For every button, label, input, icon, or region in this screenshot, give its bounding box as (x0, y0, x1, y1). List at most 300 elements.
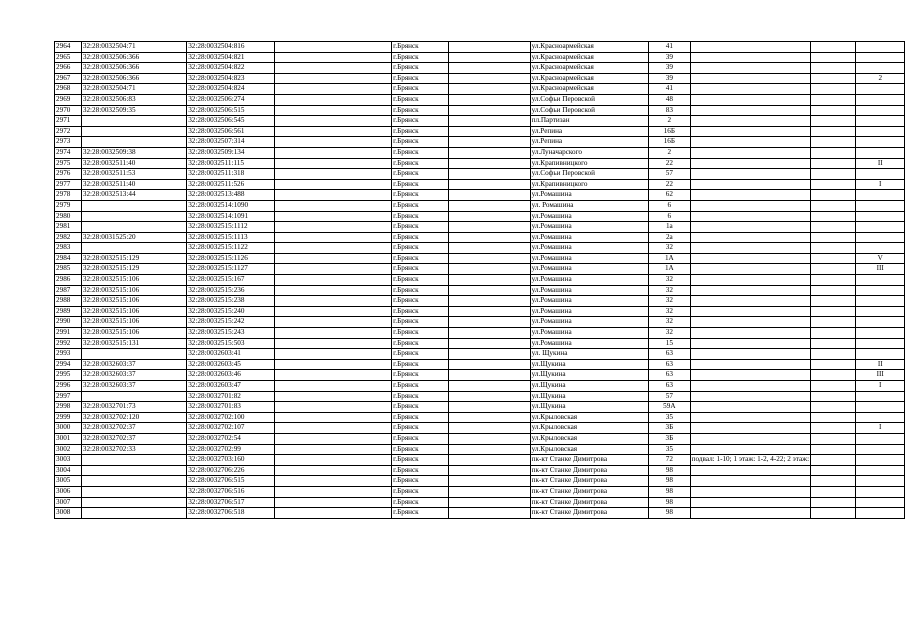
cell-extra (811, 497, 856, 508)
cell-empty (448, 179, 530, 190)
cell-note (690, 211, 810, 222)
cell-street: ул.Щукина (530, 402, 648, 413)
cell-city: г.Брянск (392, 359, 449, 370)
cell-empty (274, 211, 391, 222)
cell-note (690, 275, 810, 286)
cell-empty (274, 391, 391, 402)
table-row (55, 275, 905, 286)
cell-empty (274, 423, 391, 434)
cell-land-cadastral: 32:28:0032603:37 (81, 370, 186, 381)
cell-part (856, 84, 905, 95)
cell-note (690, 63, 810, 74)
cell-empty (448, 306, 530, 317)
cell-empty (448, 476, 530, 487)
cell-land-cadastral (81, 465, 186, 476)
cell-note: подвал: 1-10; 1 этаж: 1-2, 4-22; 2 этаж: (690, 455, 810, 466)
cell-city: г.Брянск (392, 116, 449, 127)
cell-city: г.Брянск (392, 126, 449, 137)
cell-empty (448, 253, 530, 264)
cell-street: ул.Ромашина (530, 296, 648, 307)
cell-city: г.Брянск (392, 370, 449, 381)
cell-empty (448, 190, 530, 201)
table-row (55, 455, 905, 466)
cell-city: г.Брянск (392, 211, 449, 222)
cell-land-cadastral: 32:28:0032702:120 (81, 412, 186, 423)
table-row (55, 306, 905, 317)
table-row (55, 433, 905, 444)
cell-object-cadastral: 32:28:0032701:83 (187, 402, 275, 413)
cell-street: ул.Щукина (530, 370, 648, 381)
cell-part (856, 211, 905, 222)
cell-part (856, 328, 905, 339)
cell-city: г.Брянск (392, 391, 449, 402)
cell-land-cadastral: 32:28:0032509:35 (81, 105, 186, 116)
registry-table (54, 41, 905, 519)
cell-city: г.Брянск (392, 200, 449, 211)
cell-land-cadastral: 32:28:0032702:33 (81, 444, 186, 455)
cell-land-cadastral (81, 126, 186, 137)
cell-object-cadastral: 32:28:0032701:82 (187, 391, 275, 402)
cell-number: 2982 (55, 232, 82, 243)
table-row (55, 497, 905, 508)
cell-number: 2989 (55, 306, 82, 317)
cell-part (856, 169, 905, 180)
table-row (55, 169, 905, 180)
table-row (55, 190, 905, 201)
cell-empty (274, 158, 391, 169)
cell-empty (448, 381, 530, 392)
cell-land-cadastral: 32:28:0032511:40 (81, 179, 186, 190)
cell-extra (811, 94, 856, 105)
cell-object-cadastral: 32:28:0032511:115 (187, 158, 275, 169)
cell-object-cadastral: 32:28:0032511:526 (187, 179, 275, 190)
table-row (55, 370, 905, 381)
cell-number: 2969 (55, 94, 82, 105)
cell-house: 62 (649, 190, 691, 201)
cell-extra (811, 169, 856, 180)
cell-empty (448, 84, 530, 95)
cell-house: 35 (649, 412, 691, 423)
cell-house: 32 (649, 296, 691, 307)
cell-land-cadastral (81, 486, 186, 497)
cell-part (856, 349, 905, 360)
cell-note (690, 190, 810, 201)
cell-object-cadastral: 32:28:0032603:41 (187, 349, 275, 360)
cell-object-cadastral: 32:28:0032514:1091 (187, 211, 275, 222)
cell-object-cadastral: 32:28:0032515:1126 (187, 253, 275, 264)
cell-street: ул.Софьи Перовской (530, 169, 648, 180)
cell-part (856, 476, 905, 487)
cell-land-cadastral: 32:28:0032515:106 (81, 285, 186, 296)
cell-land-cadastral: 32:28:0032504:71 (81, 84, 186, 95)
cell-note (690, 42, 810, 53)
cell-street: ул.Луначарского (530, 147, 648, 158)
registry-table-body (55, 42, 905, 519)
table-row (55, 179, 905, 190)
cell-number: 2995 (55, 370, 82, 381)
cell-empty (448, 317, 530, 328)
cell-extra (811, 455, 856, 466)
cell-city: г.Брянск (392, 137, 449, 148)
cell-empty (274, 232, 391, 243)
cell-street: ул.Ромашина (530, 232, 648, 243)
cell-object-cadastral: 32:28:0032507:314 (187, 137, 275, 148)
cell-extra (811, 486, 856, 497)
cell-land-cadastral: 32:28:0032515:106 (81, 328, 186, 339)
cell-empty (274, 275, 391, 286)
cell-extra (811, 285, 856, 296)
cell-extra (811, 338, 856, 349)
cell-part: V (856, 253, 905, 264)
table-row (55, 444, 905, 455)
cell-city: г.Брянск (392, 42, 449, 53)
cell-part (856, 433, 905, 444)
cell-extra (811, 264, 856, 275)
table-row (55, 126, 905, 137)
cell-number: 2970 (55, 105, 82, 116)
cell-part (856, 444, 905, 455)
cell-number: 2994 (55, 359, 82, 370)
cell-object-cadastral: 32:28:0032515:1113 (187, 232, 275, 243)
cell-number: 2967 (55, 73, 82, 84)
table-row (55, 243, 905, 254)
cell-note (690, 200, 810, 211)
cell-land-cadastral: 32:28:0032515:131 (81, 338, 186, 349)
cell-number: 2965 (55, 52, 82, 63)
cell-house: 15 (649, 338, 691, 349)
cell-object-cadastral: 32:28:0032504:824 (187, 84, 275, 95)
cell-land-cadastral (81, 222, 186, 233)
cell-house: 32 (649, 328, 691, 339)
cell-city: г.Брянск (392, 349, 449, 360)
cell-note (690, 296, 810, 307)
cell-empty (274, 179, 391, 190)
cell-note (690, 232, 810, 243)
cell-land-cadastral (81, 211, 186, 222)
cell-note (690, 116, 810, 127)
cell-number: 2990 (55, 317, 82, 328)
cell-street: ул.Ромашина (530, 222, 648, 233)
cell-empty (274, 486, 391, 497)
table-row (55, 359, 905, 370)
cell-land-cadastral (81, 116, 186, 127)
cell-house: 48 (649, 94, 691, 105)
cell-city: г.Брянск (392, 412, 449, 423)
table-row (55, 381, 905, 392)
cell-empty (448, 137, 530, 148)
cell-street: ул.Красноармейская (530, 73, 648, 84)
cell-note (690, 179, 810, 190)
cell-note (690, 285, 810, 296)
cell-object-cadastral: 32:28:0032515:1122 (187, 243, 275, 254)
cell-house: 57 (649, 391, 691, 402)
cell-city: г.Брянск (392, 465, 449, 476)
cell-part (856, 402, 905, 413)
cell-note (690, 169, 810, 180)
cell-object-cadastral: 32:28:0032603:45 (187, 359, 275, 370)
cell-number: 2981 (55, 222, 82, 233)
cell-number: 2991 (55, 328, 82, 339)
cell-empty (448, 232, 530, 243)
cell-extra (811, 190, 856, 201)
cell-number: 3005 (55, 476, 82, 487)
cell-city: г.Брянск (392, 317, 449, 328)
cell-land-cadastral (81, 508, 186, 519)
cell-extra (811, 296, 856, 307)
cell-city: г.Брянск (392, 306, 449, 317)
cell-street: ул.Щукина (530, 381, 648, 392)
cell-extra (811, 359, 856, 370)
cell-object-cadastral: 32:28:0032504:822 (187, 63, 275, 74)
cell-empty (448, 328, 530, 339)
cell-house: 63 (649, 349, 691, 360)
cell-city: г.Брянск (392, 169, 449, 180)
cell-note (690, 370, 810, 381)
cell-object-cadastral: 32:28:0032515:503 (187, 338, 275, 349)
cell-city: г.Брянск (392, 190, 449, 201)
cell-extra (811, 232, 856, 243)
cell-extra (811, 423, 856, 434)
cell-note (690, 402, 810, 413)
cell-number: 3007 (55, 497, 82, 508)
cell-part: III (856, 370, 905, 381)
cell-house: 16Б (649, 126, 691, 137)
cell-empty (448, 73, 530, 84)
cell-empty (274, 222, 391, 233)
cell-part (856, 63, 905, 74)
cell-number: 2976 (55, 169, 82, 180)
cell-number: 2973 (55, 137, 82, 148)
table-row (55, 349, 905, 360)
table-row (55, 508, 905, 519)
cell-house: 32 (649, 317, 691, 328)
cell-land-cadastral (81, 497, 186, 508)
cell-note (690, 349, 810, 360)
cell-land-cadastral: 32:28:0032515:129 (81, 253, 186, 264)
cell-part: III (856, 264, 905, 275)
cell-street: пк-кт Станке Димитрова (530, 508, 648, 519)
cell-empty (448, 116, 530, 127)
cell-empty (274, 116, 391, 127)
cell-note (690, 73, 810, 84)
cell-object-cadastral: 32:28:0032603:47 (187, 381, 275, 392)
cell-city: г.Брянск (392, 444, 449, 455)
cell-part: II (856, 158, 905, 169)
cell-street: ул. Щукина (530, 349, 648, 360)
cell-land-cadastral: 32:28:0032506:366 (81, 52, 186, 63)
cell-extra (811, 200, 856, 211)
cell-city: г.Брянск (392, 243, 449, 254)
table-row (55, 63, 905, 74)
cell-empty (448, 222, 530, 233)
cell-house: 72 (649, 455, 691, 466)
cell-number: 2971 (55, 116, 82, 127)
cell-part (856, 275, 905, 286)
cell-extra (811, 52, 856, 63)
cell-note (690, 158, 810, 169)
cell-object-cadastral: 32:28:0032603:46 (187, 370, 275, 381)
cell-city: г.Брянск (392, 222, 449, 233)
cell-object-cadastral: 32:28:0032515:242 (187, 317, 275, 328)
cell-city: г.Брянск (392, 402, 449, 413)
cell-land-cadastral: 32:28:0032603:37 (81, 381, 186, 392)
cell-object-cadastral: 32:28:0032504:821 (187, 52, 275, 63)
cell-empty (274, 402, 391, 413)
cell-object-cadastral: 32:28:0032703:160 (187, 455, 275, 466)
cell-note (690, 391, 810, 402)
cell-empty (448, 433, 530, 444)
cell-object-cadastral: 32:28:0032509:134 (187, 147, 275, 158)
table-row (55, 253, 905, 264)
cell-house: 39 (649, 63, 691, 74)
cell-city: г.Брянск (392, 497, 449, 508)
cell-house: 83 (649, 105, 691, 116)
cell-part: I (856, 179, 905, 190)
cell-empty (274, 508, 391, 519)
cell-empty (274, 381, 391, 392)
cell-empty (274, 317, 391, 328)
cell-object-cadastral: 32:28:0032514:1090 (187, 200, 275, 211)
cell-land-cadastral: 32:28:0032506:366 (81, 73, 186, 84)
cell-house: 32 (649, 285, 691, 296)
cell-extra (811, 105, 856, 116)
cell-empty (448, 94, 530, 105)
cell-street: ул.Красноармейская (530, 52, 648, 63)
cell-empty (448, 147, 530, 158)
cell-extra (811, 42, 856, 53)
cell-number: 2979 (55, 200, 82, 211)
cell-empty (274, 264, 391, 275)
cell-city: г.Брянск (392, 381, 449, 392)
cell-land-cadastral (81, 391, 186, 402)
cell-city: г.Брянск (392, 508, 449, 519)
cell-land-cadastral: 32:28:0032511:53 (81, 169, 186, 180)
cell-land-cadastral: 32:28:0032515:129 (81, 264, 186, 275)
cell-empty (274, 296, 391, 307)
cell-extra (811, 222, 856, 233)
cell-house: 2 (649, 116, 691, 127)
cell-land-cadastral: 32:28:0032515:106 (81, 317, 186, 328)
cell-extra (811, 63, 856, 74)
table-row (55, 222, 905, 233)
cell-street: ул.Репина (530, 126, 648, 137)
cell-empty (448, 264, 530, 275)
cell-note (690, 105, 810, 116)
cell-part (856, 190, 905, 201)
cell-house: 1А (649, 253, 691, 264)
cell-street: ул.Ромашина (530, 243, 648, 254)
cell-empty (274, 253, 391, 264)
cell-note (690, 306, 810, 317)
cell-empty (274, 190, 391, 201)
cell-object-cadastral: 32:28:0032702:54 (187, 433, 275, 444)
cell-empty (448, 200, 530, 211)
cell-part (856, 52, 905, 63)
cell-empty (448, 370, 530, 381)
cell-street: ул.Ромашина (530, 264, 648, 275)
cell-number: 2993 (55, 349, 82, 360)
cell-number: 2986 (55, 275, 82, 286)
cell-object-cadastral: 32:28:0032515:240 (187, 306, 275, 317)
cell-part (856, 116, 905, 127)
table-row (55, 116, 905, 127)
table-row (55, 147, 905, 158)
cell-house: 32 (649, 275, 691, 286)
cell-empty (448, 508, 530, 519)
cell-empty (274, 465, 391, 476)
table-row (55, 232, 905, 243)
cell-empty (448, 285, 530, 296)
cell-house: 98 (649, 465, 691, 476)
cell-street: пл.Партизан (530, 116, 648, 127)
cell-house: 59А (649, 402, 691, 413)
cell-note (690, 137, 810, 148)
cell-house: 63 (649, 359, 691, 370)
cell-city: г.Брянск (392, 105, 449, 116)
cell-street: ул.Ромашина (530, 190, 648, 201)
cell-number: 2978 (55, 190, 82, 201)
cell-house: 57 (649, 169, 691, 180)
cell-part (856, 200, 905, 211)
cell-part: I (856, 423, 905, 434)
cell-street: ул.Ромашина (530, 275, 648, 286)
cell-house: 32 (649, 243, 691, 254)
cell-number: 2987 (55, 285, 82, 296)
cell-empty (448, 402, 530, 413)
table-row (55, 328, 905, 339)
cell-object-cadastral: 32:28:0032511:318 (187, 169, 275, 180)
cell-street: ул.Софьи Перовской (530, 94, 648, 105)
table-row (55, 317, 905, 328)
cell-part (856, 222, 905, 233)
cell-extra (811, 508, 856, 519)
cell-city: г.Брянск (392, 328, 449, 339)
cell-part (856, 105, 905, 116)
cell-city: г.Брянск (392, 264, 449, 275)
cell-land-cadastral: 32:28:0032701:73 (81, 402, 186, 413)
cell-land-cadastral: 32:28:0032511:40 (81, 158, 186, 169)
cell-empty (274, 359, 391, 370)
document-page (54, 41, 905, 519)
cell-street: ул.Щукина (530, 391, 648, 402)
cell-house: 6 (649, 211, 691, 222)
cell-empty (448, 126, 530, 137)
cell-extra (811, 243, 856, 254)
cell-empty (448, 455, 530, 466)
cell-empty (448, 275, 530, 286)
cell-land-cadastral: 32:28:0032702:37 (81, 433, 186, 444)
cell-city: г.Брянск (392, 84, 449, 95)
cell-object-cadastral: 32:28:0032515:243 (187, 328, 275, 339)
cell-number: 3000 (55, 423, 82, 434)
cell-city: г.Брянск (392, 73, 449, 84)
cell-number: 2997 (55, 391, 82, 402)
cell-house: 2 (649, 147, 691, 158)
cell-extra (811, 391, 856, 402)
table-row (55, 402, 905, 413)
table-row (55, 52, 905, 63)
cell-street: пк-кт Станке Димитрова (530, 455, 648, 466)
cell-note (690, 84, 810, 95)
cell-land-cadastral: 32:28:0032515:106 (81, 306, 186, 317)
cell-note (690, 126, 810, 137)
cell-note (690, 317, 810, 328)
cell-empty (274, 444, 391, 455)
cell-part (856, 94, 905, 105)
cell-land-cadastral: 32:28:0032603:37 (81, 359, 186, 370)
cell-city: г.Брянск (392, 455, 449, 466)
cell-empty (274, 349, 391, 360)
